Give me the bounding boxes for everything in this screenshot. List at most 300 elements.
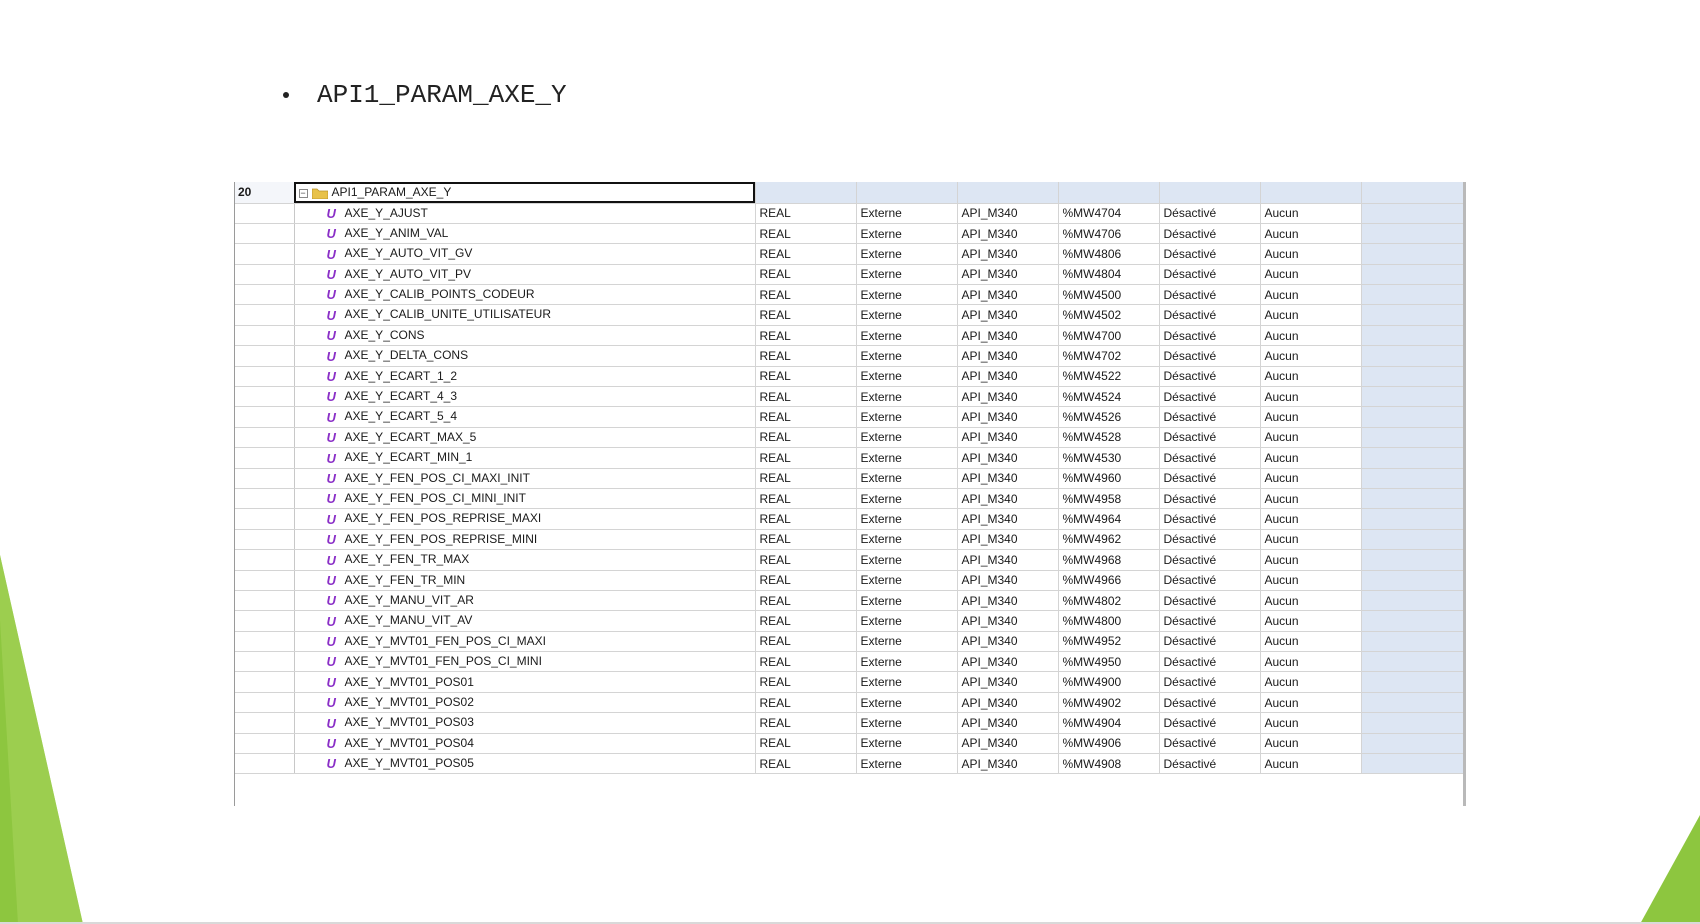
variable-name-cell[interactable] <box>294 611 755 631</box>
type-cell[interactable]: REAL <box>755 203 856 223</box>
status-cell[interactable]: Désactivé <box>1159 325 1260 345</box>
option-cell[interactable]: Aucun <box>1260 366 1361 386</box>
address-cell[interactable]: %MW4962 <box>1058 529 1159 549</box>
table-row[interactable] <box>234 550 1463 570</box>
type-cell[interactable]: REAL <box>755 570 856 590</box>
device-cell[interactable]: API_M340 <box>957 672 1058 692</box>
bullet-icon <box>283 92 289 98</box>
scope-cell[interactable]: Externe <box>856 223 957 243</box>
scope-cell[interactable]: Externe <box>856 264 957 284</box>
scope-cell[interactable]: Externe <box>856 509 957 529</box>
address-cell[interactable]: %MW4802 <box>1058 590 1159 610</box>
empty-column-cell <box>1361 509 1463 529</box>
group-row[interactable] <box>234 182 1463 203</box>
status-cell[interactable]: Désactivé <box>1159 223 1260 243</box>
address-cell[interactable]: %MW4502 <box>1058 305 1159 325</box>
device-cell[interactable]: API_M340 <box>957 509 1058 529</box>
table-row[interactable] <box>234 305 1463 325</box>
status-cell[interactable]: Désactivé <box>1159 529 1260 549</box>
table-row[interactable] <box>234 448 1463 468</box>
scope-cell[interactable]: Externe <box>856 570 957 590</box>
address-cell[interactable]: %MW4806 <box>1058 244 1159 264</box>
scope-cell[interactable]: Externe <box>856 672 957 692</box>
type-cell[interactable]: REAL <box>755 407 856 427</box>
device-cell[interactable]: API_M340 <box>957 325 1058 345</box>
address-cell[interactable]: %MW4530 <box>1058 448 1159 468</box>
type-cell[interactable]: REAL <box>755 488 856 508</box>
variable-u-icon: U <box>326 532 334 548</box>
row-number-cell <box>234 692 294 712</box>
status-cell[interactable]: Désactivé <box>1159 672 1260 692</box>
status-cell[interactable]: Désactivé <box>1159 570 1260 590</box>
type-cell[interactable]: REAL <box>755 366 856 386</box>
status-cell[interactable]: Désactivé <box>1159 652 1260 672</box>
group-cell <box>1361 182 1463 203</box>
device-cell[interactable]: API_M340 <box>957 305 1058 325</box>
option-cell[interactable]: Aucun <box>1260 733 1361 753</box>
option-cell[interactable]: Aucun <box>1260 611 1361 631</box>
table-row[interactable] <box>234 611 1463 631</box>
option-cell[interactable]: Aucun <box>1260 223 1361 243</box>
row-number-cell <box>234 488 294 508</box>
variable-name: AXE_Y_CALIB_POINTS_CODEUR <box>344 287 535 302</box>
variable-u-icon: U <box>326 450 334 466</box>
device-cell[interactable]: API_M340 <box>957 223 1058 243</box>
table-row[interactable] <box>234 590 1463 610</box>
scope-cell[interactable]: Externe <box>856 285 957 305</box>
status-cell[interactable]: Désactivé <box>1159 203 1260 223</box>
type-cell[interactable]: REAL <box>755 305 856 325</box>
table-row[interactable] <box>234 468 1463 488</box>
type-cell[interactable]: REAL <box>755 264 856 284</box>
address-cell[interactable]: %MW4966 <box>1058 570 1159 590</box>
address-cell[interactable]: %MW4958 <box>1058 488 1159 508</box>
status-cell[interactable]: Désactivé <box>1159 407 1260 427</box>
address-cell[interactable]: %MW4700 <box>1058 325 1159 345</box>
variable-name: AXE_Y_MANU_VIT_AR <box>344 592 474 607</box>
variable-u-icon: U <box>326 470 334 486</box>
scope-cell[interactable]: Externe <box>856 529 957 549</box>
variable-u-icon: U <box>326 226 334 242</box>
type-cell[interactable]: REAL <box>755 285 856 305</box>
variable-u-icon: U <box>326 491 334 507</box>
variable-u-icon: U <box>326 389 334 405</box>
address-cell[interactable]: %MW4964 <box>1058 509 1159 529</box>
status-cell[interactable]: Désactivé <box>1159 488 1260 508</box>
variable-name-cell[interactable] <box>294 366 755 386</box>
scope-cell[interactable]: Externe <box>856 244 957 264</box>
address-cell[interactable]: %MW4702 <box>1058 346 1159 366</box>
row-number-cell <box>234 529 294 549</box>
row-number-cell <box>234 713 294 733</box>
address-cell[interactable]: %MW4704 <box>1058 203 1159 223</box>
status-cell[interactable]: Désactivé <box>1159 611 1260 631</box>
status-cell[interactable]: Désactivé <box>1159 305 1260 325</box>
scope-cell[interactable]: Externe <box>856 754 957 774</box>
variable-name-cell[interactable] <box>294 550 755 570</box>
variable-name: AXE_Y_MVT01_POS03 <box>344 715 474 730</box>
scope-cell[interactable]: Externe <box>856 407 957 427</box>
variable-name: AXE_Y_FEN_POS_REPRISE_MAXI <box>344 511 542 526</box>
variable-name-cell[interactable] <box>294 285 755 305</box>
scope-cell[interactable]: Externe <box>856 305 957 325</box>
variable-name-cell[interactable] <box>294 488 755 508</box>
variable-u-icon: U <box>326 695 334 711</box>
device-cell[interactable]: API_M340 <box>957 713 1058 733</box>
empty-column-cell <box>1361 285 1463 305</box>
scope-cell[interactable]: Externe <box>856 468 957 488</box>
type-cell[interactable]: REAL <box>755 754 856 774</box>
type-cell[interactable]: REAL <box>755 468 856 488</box>
option-cell[interactable]: Aucun <box>1260 346 1361 366</box>
type-cell[interactable]: REAL <box>755 733 856 753</box>
variable-name-cell[interactable] <box>294 305 755 325</box>
empty-column-cell <box>1361 652 1463 672</box>
table-row[interactable] <box>234 244 1463 264</box>
address-cell[interactable]: %MW4526 <box>1058 407 1159 427</box>
option-cell[interactable]: Aucun <box>1260 692 1361 712</box>
type-cell[interactable]: REAL <box>755 529 856 549</box>
heading-text: API1_PARAM_AXE_Y <box>317 80 567 110</box>
scope-cell[interactable]: Externe <box>856 590 957 610</box>
scope-cell[interactable]: Externe <box>856 550 957 570</box>
empty-column-cell <box>1361 223 1463 243</box>
table-row[interactable] <box>234 285 1463 305</box>
table-row[interactable] <box>234 203 1463 223</box>
variable-name: AXE_Y_CONS <box>344 327 425 342</box>
device-cell[interactable]: API_M340 <box>957 468 1058 488</box>
variable-name-cell[interactable] <box>294 223 755 243</box>
address-cell[interactable]: %MW4902 <box>1058 692 1159 712</box>
empty-column-cell <box>1361 346 1463 366</box>
empty-column-cell <box>1361 407 1463 427</box>
scope-cell[interactable]: Externe <box>856 611 957 631</box>
row-number-cell <box>234 468 294 488</box>
table-row[interactable] <box>234 529 1463 549</box>
address-cell[interactable]: %MW4904 <box>1058 713 1159 733</box>
status-cell[interactable]: Désactivé <box>1159 468 1260 488</box>
variable-name-cell[interactable] <box>294 203 755 223</box>
device-cell[interactable]: API_M340 <box>957 488 1058 508</box>
device-cell[interactable]: API_M340 <box>957 611 1058 631</box>
type-cell[interactable]: REAL <box>755 448 856 468</box>
variable-u-icon: U <box>326 511 334 527</box>
address-cell[interactable]: %MW4524 <box>1058 387 1159 407</box>
type-cell[interactable]: REAL <box>755 223 856 243</box>
variable-name: AXE_Y_MVT01_FEN_POS_CI_MINI <box>344 654 542 669</box>
table-row[interactable] <box>234 631 1463 651</box>
device-cell[interactable]: API_M340 <box>957 346 1058 366</box>
device-cell[interactable]: API_M340 <box>957 366 1058 386</box>
variable-name-cell[interactable] <box>294 407 755 427</box>
variable-name: AXE_Y_FEN_TR_MIN <box>344 572 466 587</box>
variable-u-icon: U <box>326 246 334 262</box>
table-row[interactable] <box>234 488 1463 508</box>
address-cell[interactable]: %MW4906 <box>1058 733 1159 753</box>
scope-cell[interactable]: Externe <box>856 387 957 407</box>
table-row[interactable] <box>234 754 1463 774</box>
empty-column-cell <box>1361 366 1463 386</box>
variable-name-cell[interactable] <box>294 509 755 529</box>
variable-name-cell[interactable] <box>294 468 755 488</box>
option-cell[interactable]: Aucun <box>1260 672 1361 692</box>
device-cell[interactable]: API_M340 <box>957 285 1058 305</box>
scope-cell[interactable]: Externe <box>856 325 957 345</box>
status-cell[interactable]: Désactivé <box>1159 427 1260 447</box>
group-cell <box>957 182 1058 203</box>
empty-column-cell <box>1361 611 1463 631</box>
device-cell[interactable]: API_M340 <box>957 244 1058 264</box>
device-cell[interactable]: API_M340 <box>957 407 1058 427</box>
device-cell[interactable]: API_M340 <box>957 448 1058 468</box>
option-cell[interactable]: Aucun <box>1260 305 1361 325</box>
option-cell[interactable]: Aucun <box>1260 631 1361 651</box>
table-row[interactable] <box>234 509 1463 529</box>
type-cell[interactable]: REAL <box>755 590 856 610</box>
table-row[interactable] <box>234 325 1463 345</box>
row-number: 20 <box>234 182 294 203</box>
device-cell[interactable]: API_M340 <box>957 427 1058 447</box>
variable-name-cell[interactable] <box>294 692 755 712</box>
status-cell[interactable]: Désactivé <box>1159 631 1260 651</box>
device-cell[interactable]: API_M340 <box>957 733 1058 753</box>
table-row[interactable] <box>234 223 1463 243</box>
table-row[interactable] <box>234 692 1463 712</box>
address-cell[interactable]: %MW4900 <box>1058 672 1159 692</box>
collapse-toggle-icon[interactable]: − <box>300 187 306 198</box>
scope-cell[interactable]: Externe <box>856 713 957 733</box>
address-cell[interactable]: %MW4950 <box>1058 652 1159 672</box>
variable-name: AXE_Y_MVT01_FEN_POS_CI_MAXI <box>344 633 546 648</box>
status-cell[interactable]: Désactivé <box>1159 692 1260 712</box>
scope-cell[interactable]: Externe <box>856 427 957 447</box>
row-number-cell <box>234 550 294 570</box>
type-cell[interactable]: REAL <box>755 387 856 407</box>
empty-column-cell <box>1361 529 1463 549</box>
scope-cell[interactable]: Externe <box>856 488 957 508</box>
device-cell[interactable]: API_M340 <box>957 692 1058 712</box>
variable-name: AXE_Y_MVT01_POS02 <box>344 694 474 709</box>
status-cell[interactable]: Désactivé <box>1159 754 1260 774</box>
address-cell[interactable]: %MW4522 <box>1058 366 1159 386</box>
variable-name: AXE_Y_MVT01_POS05 <box>344 756 474 771</box>
scope-cell[interactable]: Externe <box>856 652 957 672</box>
variable-name-cell[interactable] <box>294 713 755 733</box>
status-cell[interactable]: Désactivé <box>1159 448 1260 468</box>
type-cell[interactable]: REAL <box>755 509 856 529</box>
table-row[interactable] <box>234 652 1463 672</box>
variable-name: AXE_Y_FEN_POS_CI_MAXI_INIT <box>344 470 530 485</box>
option-cell[interactable]: Aucun <box>1260 468 1361 488</box>
status-cell[interactable]: Désactivé <box>1159 550 1260 570</box>
variable-name: AXE_Y_CALIB_UNITE_UTILISATEUR <box>344 307 552 322</box>
option-cell[interactable]: Aucun <box>1260 754 1361 774</box>
device-cell[interactable]: API_M340 <box>957 387 1058 407</box>
variable-name-cell[interactable] <box>294 570 755 590</box>
table-row[interactable] <box>234 264 1463 284</box>
type-cell[interactable]: REAL <box>755 672 856 692</box>
scope-cell[interactable]: Externe <box>856 366 957 386</box>
option-cell[interactable]: Aucun <box>1260 570 1361 590</box>
row-number-cell <box>234 203 294 223</box>
option-cell[interactable]: Aucun <box>1260 264 1361 284</box>
device-cell[interactable]: API_M340 <box>957 264 1058 284</box>
variable-u-icon: U <box>326 634 334 650</box>
table-row[interactable] <box>234 713 1463 733</box>
device-cell[interactable]: API_M340 <box>957 652 1058 672</box>
variable-name-cell[interactable] <box>294 652 755 672</box>
address-cell[interactable]: %MW4960 <box>1058 468 1159 488</box>
variable-name: AXE_Y_DELTA_CONS <box>344 348 469 363</box>
type-cell[interactable]: REAL <box>755 244 856 264</box>
row-number-cell <box>234 285 294 305</box>
status-cell[interactable]: Désactivé <box>1159 733 1260 753</box>
row-number-cell <box>234 652 294 672</box>
variable-name: AXE_Y_AUTO_VIT_GV <box>344 246 473 261</box>
row-number-cell <box>234 448 294 468</box>
option-cell[interactable]: Aucun <box>1260 407 1361 427</box>
status-cell[interactable]: Désactivé <box>1159 509 1260 529</box>
table-row[interactable] <box>234 733 1463 753</box>
option-cell[interactable]: Aucun <box>1260 529 1361 549</box>
device-cell[interactable]: API_M340 <box>957 529 1058 549</box>
option-cell[interactable]: Aucun <box>1260 509 1361 529</box>
type-cell[interactable]: REAL <box>755 325 856 345</box>
option-cell[interactable]: Aucun <box>1260 713 1361 733</box>
device-cell[interactable]: API_M340 <box>957 203 1058 223</box>
scope-cell[interactable]: Externe <box>856 733 957 753</box>
table-row[interactable] <box>234 407 1463 427</box>
scope-cell[interactable]: Externe <box>856 448 957 468</box>
type-cell[interactable]: REAL <box>755 713 856 733</box>
empty-column-cell <box>1361 713 1463 733</box>
table-row[interactable] <box>234 570 1463 590</box>
empty-column-cell <box>1361 448 1463 468</box>
type-cell[interactable]: REAL <box>755 631 856 651</box>
variable-name-cell[interactable] <box>294 427 755 447</box>
device-cell[interactable]: API_M340 <box>957 570 1058 590</box>
option-cell[interactable]: Aucun <box>1260 203 1361 223</box>
variable-u-icon: U <box>326 328 334 344</box>
variable-name-cell[interactable] <box>294 244 755 264</box>
table-row[interactable] <box>234 366 1463 386</box>
empty-column-cell <box>1361 672 1463 692</box>
option-cell[interactable]: Aucun <box>1260 590 1361 610</box>
type-cell[interactable]: REAL <box>755 692 856 712</box>
device-cell[interactable]: API_M340 <box>957 754 1058 774</box>
variable-name-cell[interactable] <box>294 325 755 345</box>
address-cell[interactable]: %MW4968 <box>1058 550 1159 570</box>
status-cell[interactable]: Désactivé <box>1159 366 1260 386</box>
variable-name: AXE_Y_MVT01_POS04 <box>344 735 474 750</box>
address-cell[interactable]: %MW4500 <box>1058 285 1159 305</box>
status-cell[interactable]: Désactivé <box>1159 346 1260 366</box>
empty-column-cell <box>1361 631 1463 651</box>
variable-name-cell[interactable] <box>294 448 755 468</box>
row-number-cell <box>234 427 294 447</box>
status-cell[interactable]: Désactivé <box>1159 285 1260 305</box>
scope-cell[interactable]: Externe <box>856 631 957 651</box>
option-cell[interactable]: Aucun <box>1260 652 1361 672</box>
variable-u-icon: U <box>326 267 334 283</box>
variable-name-cell[interactable] <box>294 590 755 610</box>
group-name-cell[interactable] <box>294 182 755 203</box>
address-cell[interactable]: %MW4528 <box>1058 427 1159 447</box>
device-cell[interactable]: API_M340 <box>957 631 1058 651</box>
status-cell[interactable]: Désactivé <box>1159 713 1260 733</box>
table-row[interactable] <box>234 672 1463 692</box>
row-number-cell <box>234 611 294 631</box>
status-cell[interactable]: Désactivé <box>1159 387 1260 407</box>
scope-cell[interactable]: Externe <box>856 346 957 366</box>
table-row[interactable] <box>234 346 1463 366</box>
option-cell[interactable]: Aucun <box>1260 387 1361 407</box>
variable-u-icon: U <box>326 430 334 446</box>
option-cell[interactable]: Aucun <box>1260 244 1361 264</box>
group-cell <box>856 182 957 203</box>
variable-u-icon: U <box>326 593 334 609</box>
status-cell[interactable]: Désactivé <box>1159 244 1260 264</box>
address-cell[interactable]: %MW4706 <box>1058 223 1159 243</box>
variable-name-cell[interactable] <box>294 387 755 407</box>
variable-name: AXE_Y_FEN_POS_CI_MINI_INIT <box>344 491 526 505</box>
table-row[interactable] <box>234 427 1463 447</box>
group-cell <box>755 182 856 203</box>
device-cell[interactable]: API_M340 <box>957 590 1058 610</box>
variable-u-icon: U <box>326 654 334 670</box>
row-number-cell <box>234 631 294 651</box>
option-cell[interactable]: Aucun <box>1260 427 1361 447</box>
variable-name: AXE_Y_FEN_TR_MAX <box>344 552 470 567</box>
variable-u-icon: U <box>326 613 334 629</box>
status-cell[interactable]: Désactivé <box>1159 590 1260 610</box>
scope-cell[interactable]: Externe <box>856 203 957 223</box>
status-cell[interactable]: Désactivé <box>1159 264 1260 284</box>
type-cell[interactable]: REAL <box>755 427 856 447</box>
type-cell[interactable]: REAL <box>755 611 856 631</box>
empty-column-cell <box>1361 305 1463 325</box>
address-cell[interactable]: %MW4908 <box>1058 754 1159 774</box>
variable-name: AXE_Y_ECART_4_3 <box>344 389 458 404</box>
variable-name-cell[interactable] <box>294 529 755 549</box>
option-cell[interactable]: Aucun <box>1260 488 1361 508</box>
variable-u-icon: U <box>326 287 334 303</box>
address-cell[interactable]: %MW4952 <box>1058 631 1159 651</box>
option-cell[interactable]: Aucun <box>1260 325 1361 345</box>
variable-u-icon: U <box>326 348 334 364</box>
type-cell[interactable]: REAL <box>755 652 856 672</box>
type-cell[interactable]: REAL <box>755 550 856 570</box>
table-row[interactable] <box>234 387 1463 407</box>
variable-name-cell[interactable] <box>294 754 755 774</box>
variable-name: AXE_Y_ECART_5_4 <box>344 409 458 424</box>
variable-name-cell[interactable] <box>294 264 755 284</box>
option-cell[interactable]: Aucun <box>1260 285 1361 305</box>
variable-name-cell[interactable] <box>294 346 755 366</box>
option-cell[interactable]: Aucun <box>1260 550 1361 570</box>
option-cell[interactable]: Aucun <box>1260 448 1361 468</box>
address-cell[interactable]: %MW4804 <box>1058 264 1159 284</box>
empty-column-cell <box>1361 325 1463 345</box>
variable-name-cell[interactable] <box>294 733 755 753</box>
variable-name: AXE_Y_MVT01_POS01 <box>344 674 474 689</box>
variable-name-cell[interactable] <box>294 631 755 651</box>
variable-name-cell[interactable] <box>294 672 755 692</box>
scope-cell[interactable]: Externe <box>856 692 957 712</box>
type-cell[interactable]: REAL <box>755 346 856 366</box>
device-cell[interactable]: API_M340 <box>957 550 1058 570</box>
address-cell[interactable]: %MW4800 <box>1058 611 1159 631</box>
